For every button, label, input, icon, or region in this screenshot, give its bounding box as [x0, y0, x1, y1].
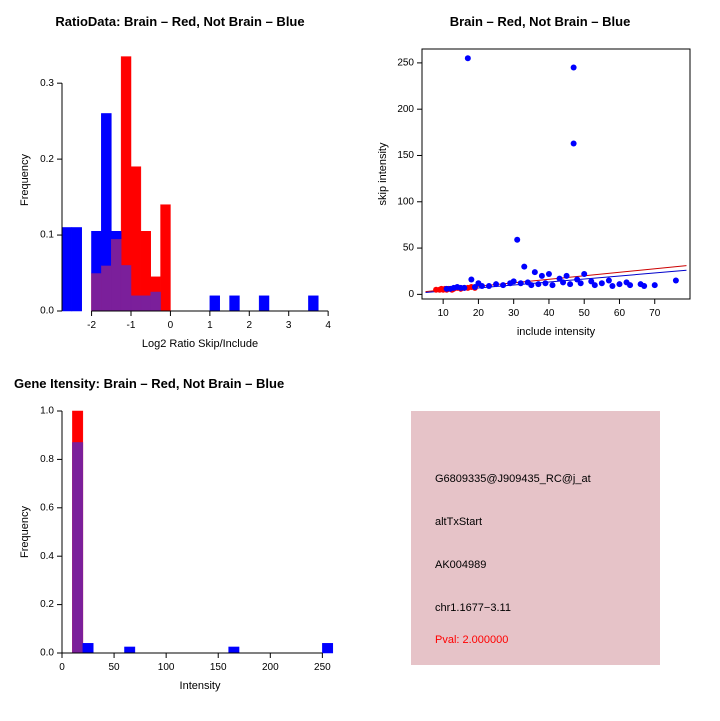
svg-text:3: 3 — [285, 320, 292, 331]
event-type-label: altTxStart — [435, 516, 483, 528]
accession-label: AK004989 — [435, 559, 487, 571]
probe-id-label: G6809335@J909435_RC@j_at — [435, 473, 591, 485]
svg-text:0: 0 — [59, 662, 65, 673]
svg-text:70: 70 — [649, 308, 661, 319]
svg-text:100: 100 — [157, 662, 175, 673]
svg-text:0.2: 0.2 — [40, 599, 54, 611]
svg-text:50: 50 — [108, 662, 120, 673]
ratio-histogram-title: RatioData: Brain – Red, Not Brain – Blue — [55, 14, 305, 29]
svg-text:0.4: 0.4 — [40, 550, 54, 562]
gene-histogram-panel — [0, 376, 360, 721]
svg-text:1.0: 1.0 — [40, 405, 54, 417]
svg-text:250: 250 — [314, 662, 331, 673]
scatter-plot — [360, 29, 720, 359]
svg-text:4: 4 — [325, 320, 331, 331]
scatter-panel — [360, 14, 720, 359]
svg-text:0: 0 — [408, 289, 414, 301]
svg-text:200: 200 — [397, 103, 414, 115]
svg-text:Frequency: Frequency — [19, 154, 31, 206]
svg-text:2: 2 — [246, 320, 253, 331]
svg-text:-1: -1 — [126, 320, 136, 331]
ratio-histogram-panel — [0, 14, 360, 359]
svg-text:20: 20 — [472, 308, 484, 319]
svg-text:include intensity: include intensity — [516, 326, 596, 338]
svg-text:50: 50 — [578, 308, 590, 319]
svg-text:-2: -2 — [87, 320, 97, 331]
gene-histogram-title: Gene Itensity: Brain – Red, Not Brain – Blue — [14, 376, 285, 391]
svg-text:150: 150 — [397, 150, 414, 162]
scatter-title: Brain – Red, Not Brain – Blue — [449, 14, 631, 29]
svg-text:0.0: 0.0 — [40, 305, 54, 317]
pval-label: Pval: 2.000000 — [435, 634, 509, 646]
probe-info-box — [411, 411, 660, 665]
svg-text:50: 50 — [402, 242, 414, 254]
ratio-histogram-plot — [0, 29, 360, 359]
svg-text:1: 1 — [207, 320, 213, 331]
svg-text:0.0: 0.0 — [40, 647, 54, 659]
svg-text:200: 200 — [261, 662, 279, 673]
gene-histogram-plot — [0, 391, 360, 721]
svg-text:100: 100 — [397, 196, 414, 208]
svg-text:60: 60 — [613, 308, 626, 319]
svg-text:10: 10 — [437, 308, 449, 319]
svg-text:Intensity: Intensity — [179, 680, 221, 692]
svg-text:skip intensity: skip intensity — [377, 142, 389, 206]
svg-text:Frequency: Frequency — [19, 506, 31, 558]
svg-text:0.2: 0.2 — [40, 153, 54, 165]
svg-text:0.6: 0.6 — [40, 502, 54, 514]
svg-text:Log2 Ratio Skip/Include: Log2 Ratio Skip/Include — [141, 338, 259, 350]
locus-label: chr1.1677−3.11 — [435, 602, 511, 614]
svg-text:40: 40 — [543, 308, 555, 319]
svg-text:0.1: 0.1 — [40, 229, 54, 241]
svg-text:0.3: 0.3 — [40, 77, 54, 89]
svg-text:150: 150 — [209, 662, 227, 673]
svg-text:0: 0 — [167, 320, 174, 331]
svg-text:30: 30 — [508, 308, 520, 319]
svg-text:250: 250 — [397, 57, 414, 69]
svg-text:0.8: 0.8 — [40, 454, 54, 466]
